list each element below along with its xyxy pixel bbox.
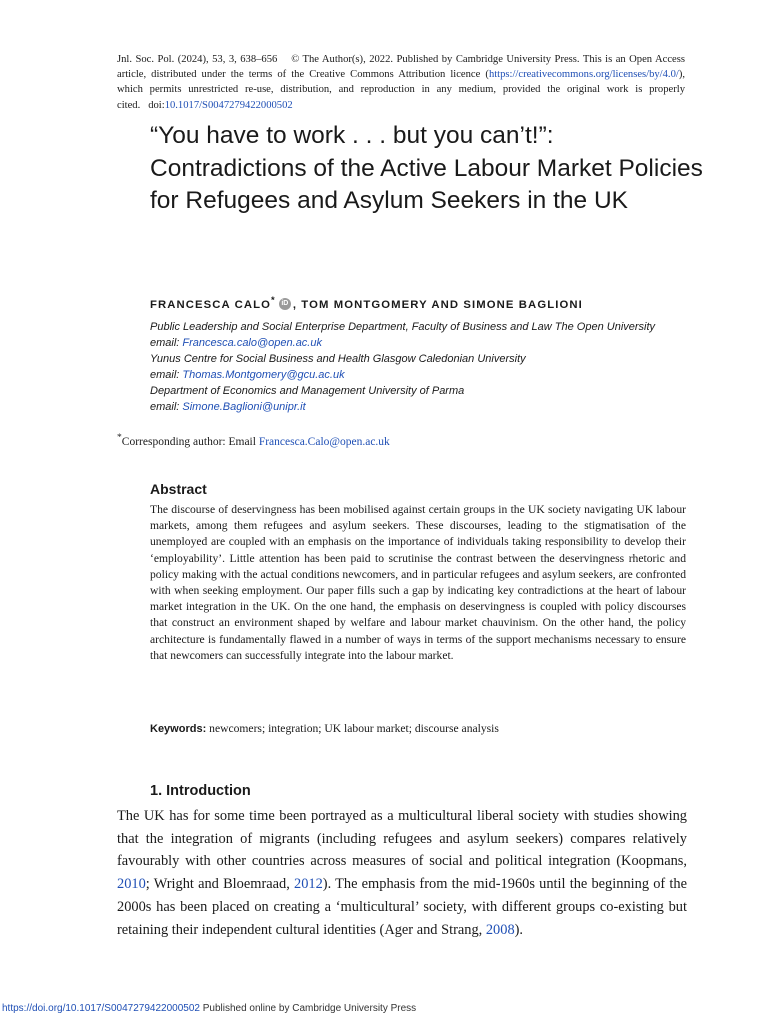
footer-doi-link[interactable]: https://doi.org/10.1017/S0047279422000502 bbox=[2, 1003, 200, 1014]
email-link[interactable]: Francesca.calo@open.ac.uk bbox=[182, 337, 322, 349]
corresponding-email-link[interactable]: Francesca.Calo@open.ac.uk bbox=[258, 435, 390, 448]
citation-link[interactable]: 2008 bbox=[485, 921, 515, 938]
corresponding-label: Corresponding author: Email bbox=[121, 435, 259, 448]
intro-text-part: The UK has for some time been portrayed as a multicultural liberal society with studies showing that the integration of migrants (including refugees and asylum seekers) compares relatively favourably with other countries across measures of social and political integration (Koopmans, bbox=[117, 808, 687, 870]
corresponding-mark: * bbox=[271, 294, 276, 305]
orcid-icon[interactable]: iD bbox=[279, 298, 291, 310]
journal-citation: Jnl. Soc. Pol. (2024), 53, 3, 638–656 bbox=[117, 54, 278, 65]
keywords-text: newcomers; integration; UK labour market; discourse analysis bbox=[206, 722, 499, 735]
email-label: email: bbox=[150, 337, 180, 349]
author-list bbox=[150, 294, 710, 312]
abstract-text: The discourse of deservingness has been mobilised against certain groups in the UK society navigating UK labour markets, among them refugees and asylum seekers. These discourses, leading to the stigmatisation of the unemployed are coupled with an emphasis on the importance of individuals taking responsibility to develop their ‘employability’. Little attention has been paid to scrutinise the contrast between the deservingness rhetoric and policy making with the actual conditions newcomers, and in particular refugees and asylum seekers, are confronted with when seeking employment. Our paper fills such a gap by indicating key contradictions at the heart of labour market integration in the UK. On the one hand, the emphasis on deservingness is coupled with policy discourses that construct an environment shaped by welfare and labour market chauvinism. On the other hand, the policy architecture is fundamentally flawed in a number of ways in terms of the support mechanisms necessary to ensure that newcomers can successfully integrate into the labour market. bbox=[150, 503, 686, 662]
affiliation-email-line bbox=[150, 399, 690, 415]
other-authors: , TOM MONTGOMERY AND SIMONE BAGLIONI bbox=[292, 298, 583, 311]
affiliations bbox=[150, 319, 690, 415]
first-author: FRANCESCA CALO bbox=[150, 298, 272, 311]
affiliation-org: Department of Economics and Management University of Parma bbox=[150, 385, 465, 397]
email-label: email: bbox=[150, 369, 180, 381]
citation-link[interactable]: 2012 bbox=[294, 876, 323, 893]
intro-text-part: ). The emphasis from the mid-1960s until the beginning of the 2000s has been placed on creating a ‘multicultural’ society, with different groups co-existing but retaining their independent cultural identities (Ager and Strang, bbox=[117, 876, 687, 938]
corresponding-author bbox=[117, 430, 390, 450]
keywords-label: Keywords: bbox=[150, 723, 207, 735]
doi-link[interactable]: 10.1017/S0047279422000502 bbox=[164, 99, 293, 111]
affiliation-org: Yunus Centre for Social Business and Health Glasgow Caledonian University bbox=[150, 353, 526, 365]
corresponding-footnote-mark: * bbox=[117, 432, 122, 443]
doi-prefix: doi: bbox=[148, 99, 165, 111]
published-online-note: Published online by Cambridge University Press bbox=[199, 1003, 417, 1014]
article-title: “You have to work . . . but you can’t!”: Contradictions of the Active Labour Market Policies for Refugees and Asylum Seekers in the UK bbox=[150, 122, 703, 214]
header-note bbox=[117, 52, 685, 113]
intro-text-part: ; Wright and Bloemraad, bbox=[145, 876, 294, 893]
introduction-heading: 1. Introduction bbox=[150, 783, 251, 799]
copyright-notice: © The Author(s), 2022. Published by Cambridge University Press. This is an Open Access article, distributed under the terms of the Creative Commons Attribution licence ( bbox=[117, 54, 685, 81]
keywords bbox=[150, 721, 686, 737]
citation-link[interactable]: 2010 bbox=[117, 876, 146, 893]
page-footer bbox=[2, 1003, 416, 1014]
license-link[interactable]: https://creativecommons.org/licenses/by/4.0/ bbox=[488, 69, 679, 81]
affiliation-email-line bbox=[150, 335, 690, 351]
email-link[interactable]: Thomas.Montgomery@gcu.ac.uk bbox=[182, 369, 345, 381]
email-link[interactable]: Simone.Baglioni@unipr.it bbox=[182, 401, 306, 413]
license-notice-tail: ), which permits unrestricted re-use, distribution, and reproduction in any medium, provided the original work is properly cited. bbox=[117, 69, 685, 111]
abstract-heading: Abstract bbox=[150, 481, 207, 497]
email-label: email: bbox=[150, 401, 180, 413]
affiliation-org: Public Leadership and Social Enterprise Department, Faculty of Business and Law The Open University bbox=[150, 321, 656, 333]
intro-text-part: ). bbox=[514, 921, 524, 938]
affiliation-email-line bbox=[150, 367, 690, 383]
introduction-text bbox=[117, 805, 687, 941]
